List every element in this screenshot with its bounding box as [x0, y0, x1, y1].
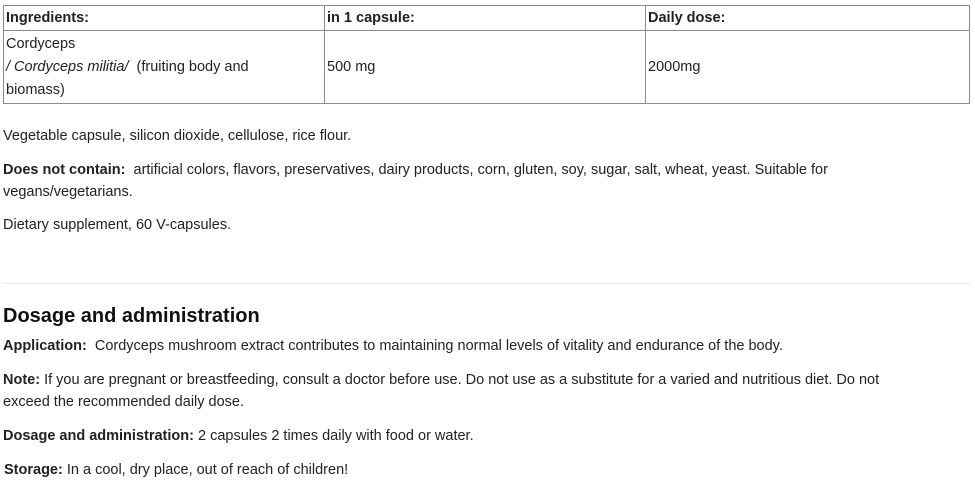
- does-not-contain: [3, 159, 828, 203]
- per-capsule-cell: 500 mg: [325, 31, 646, 104]
- note-text-cont: exceed the recommended daily dose.: [3, 394, 245, 410]
- package-description: Dietary supplement, 60 V-capsules.: [3, 217, 232, 233]
- ingredient-name: Cordyceps: [6, 35, 76, 52]
- storage-text: In a cool, dry place, out of reach of children!: [66, 462, 349, 478]
- application: [3, 335, 783, 357]
- table-header-row: [4, 6, 970, 31]
- section-title: Dosage and administration: [3, 305, 260, 327]
- application-label: Application:: [3, 338, 87, 354]
- note-label: Note:: [3, 372, 41, 388]
- ingredient-latin-name: / Cordyceps militia/: [6, 58, 129, 75]
- does-not-contain-text-cont: vegans/vegetarians.: [3, 184, 133, 200]
- section-divider: [3, 283, 970, 284]
- note: [3, 369, 879, 413]
- storage-label: Storage:: [4, 462, 63, 478]
- dosage-label: Dosage and administration:: [3, 428, 194, 444]
- does-not-contain-text: artificial colors, flavors, preservatives, dairy products, corn, gluten, soy, sugar, salt, wheat, yeast. Suitable for: [133, 162, 828, 178]
- ingredients-table: [3, 5, 970, 104]
- table-row: [4, 31, 970, 104]
- dosage: [3, 425, 474, 447]
- storage: [4, 459, 348, 481]
- ingredient-part: (fruiting body and: [136, 58, 249, 75]
- dosage-text: 2 capsules 2 times daily with food or water.: [197, 428, 474, 444]
- ingredient-cell: [4, 31, 325, 104]
- ingredient-part-cont: biomass): [6, 81, 65, 98]
- application-text: Cordyceps mushroom extract contributes to maintaining normal levels of vitality and endurance of the body.: [94, 338, 783, 354]
- does-not-contain-label: Does not contain:: [3, 162, 126, 178]
- other-ingredients: Vegetable capsule, silicon dioxide, cellulose, rice flour.: [3, 128, 352, 144]
- header-per-capsule: in 1 capsule:: [325, 6, 646, 31]
- daily-dose-cell: 2000mg: [646, 31, 970, 104]
- header-ingredients: Ingredients:: [4, 6, 325, 31]
- header-daily-dose: Daily dose:: [646, 6, 970, 31]
- note-text: If you are pregnant or breastfeeding, consult a doctor before use. Do not use as a substitute for a varied and nutritious diet. Do not: [44, 372, 880, 388]
